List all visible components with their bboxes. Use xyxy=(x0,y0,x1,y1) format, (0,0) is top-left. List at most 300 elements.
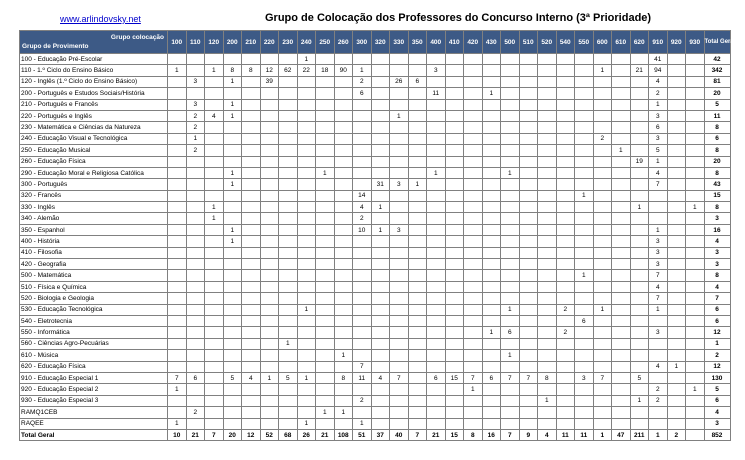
table-cell xyxy=(205,259,224,270)
table-cell xyxy=(427,418,446,429)
table-cell: 6 xyxy=(408,76,427,87)
table-cell xyxy=(297,122,316,133)
table-cell: 3 xyxy=(575,372,594,383)
row-label: RAQEE xyxy=(20,418,168,429)
row-label: 260 - Educação Física xyxy=(20,156,168,167)
table-cell xyxy=(242,202,261,213)
table-cell: 1 xyxy=(630,395,649,406)
table-cell xyxy=(168,110,187,121)
table-cell xyxy=(482,76,501,87)
table-cell: 1 xyxy=(334,350,353,361)
column-header: 120 xyxy=(205,31,224,54)
table-cell xyxy=(260,156,279,167)
table-cell: 1 xyxy=(297,304,316,315)
table-cell xyxy=(260,315,279,326)
table-cell xyxy=(371,384,390,395)
table-cell xyxy=(593,202,612,213)
table-cell xyxy=(445,76,464,87)
table-cell xyxy=(371,110,390,121)
table-cell xyxy=(186,361,205,372)
table-cell xyxy=(501,270,520,281)
table-row xyxy=(20,99,731,110)
table-cell xyxy=(556,407,575,418)
table-cell xyxy=(445,167,464,178)
table-cell xyxy=(427,213,446,224)
table-cell xyxy=(612,156,631,167)
table-cell xyxy=(464,122,483,133)
table-cell xyxy=(186,213,205,224)
website-link[interactable]: www.arlindovsky.net xyxy=(60,14,141,24)
table-cell xyxy=(260,384,279,395)
table-cell xyxy=(593,224,612,235)
table-cell xyxy=(168,54,187,65)
table-cell xyxy=(556,190,575,201)
row-total-cell: 6 xyxy=(704,395,730,406)
table-cell xyxy=(649,372,668,383)
table-cell xyxy=(408,372,427,383)
table-cell xyxy=(334,156,353,167)
table-cell xyxy=(260,270,279,281)
table-cell xyxy=(538,259,557,270)
table-cell: 15 xyxy=(445,429,464,440)
table-cell xyxy=(408,122,427,133)
table-cell xyxy=(686,145,705,156)
row-label: 610 - Música xyxy=(20,350,168,361)
table-cell xyxy=(556,213,575,224)
table-cell xyxy=(168,156,187,167)
table-cell xyxy=(445,361,464,372)
table-cell xyxy=(575,88,594,99)
table-cell xyxy=(427,293,446,304)
table-row xyxy=(20,179,731,190)
table-cell xyxy=(538,156,557,167)
table-cell xyxy=(501,122,520,133)
table-cell xyxy=(316,361,335,372)
total-label: Total Geral xyxy=(20,429,168,440)
table-cell xyxy=(205,179,224,190)
row-total-cell: 8 xyxy=(704,167,730,178)
table-cell xyxy=(686,259,705,270)
table-cell: 1 xyxy=(279,338,298,349)
table-cell xyxy=(260,122,279,133)
table-cell xyxy=(445,202,464,213)
table-cell xyxy=(538,224,557,235)
table-cell xyxy=(260,281,279,292)
table-cell xyxy=(260,179,279,190)
table-cell xyxy=(408,88,427,99)
table-cell xyxy=(501,110,520,121)
table-cell xyxy=(649,418,668,429)
table-cell xyxy=(279,110,298,121)
table-cell: 7 xyxy=(390,372,409,383)
table-cell xyxy=(501,145,520,156)
table-cell xyxy=(186,315,205,326)
table-cell: 26 xyxy=(297,429,316,440)
table-cell xyxy=(538,384,557,395)
table-cell xyxy=(168,236,187,247)
table-cell xyxy=(575,110,594,121)
row-label: 120 - Inglês (1.º Ciclo do Ensino Básico) xyxy=(20,76,168,87)
table-cell xyxy=(168,315,187,326)
table-cell xyxy=(501,259,520,270)
table-cell xyxy=(556,315,575,326)
row-total-cell: 8 xyxy=(704,270,730,281)
total-column-header: Total Geral xyxy=(704,31,730,54)
table-cell: 4 xyxy=(205,110,224,121)
table-cell xyxy=(297,281,316,292)
table-cell: 6 xyxy=(353,88,372,99)
table-cell: 7 xyxy=(168,372,187,383)
table-cell xyxy=(371,361,390,372)
table-cell xyxy=(353,350,372,361)
row-label: RAMQ1CEB xyxy=(20,407,168,418)
table-cell xyxy=(593,190,612,201)
table-cell xyxy=(205,315,224,326)
table-cell xyxy=(667,145,686,156)
row-label: 620 - Educação Física xyxy=(20,361,168,372)
table-cell xyxy=(667,156,686,167)
table-cell xyxy=(630,304,649,315)
table-cell xyxy=(593,88,612,99)
table-cell xyxy=(630,247,649,258)
table-cell xyxy=(186,270,205,281)
table-cell xyxy=(297,110,316,121)
table-cell xyxy=(501,361,520,372)
table-cell xyxy=(242,179,261,190)
table-cell xyxy=(630,213,649,224)
table-cell xyxy=(501,281,520,292)
table-cell: 21 xyxy=(427,429,446,440)
table-cell xyxy=(538,122,557,133)
table-cell xyxy=(316,156,335,167)
table-cell: 1 xyxy=(371,224,390,235)
table-cell xyxy=(223,145,242,156)
table-cell xyxy=(279,145,298,156)
table-cell xyxy=(482,224,501,235)
table-cell xyxy=(242,327,261,338)
table-cell xyxy=(390,259,409,270)
table-cell: 7 xyxy=(501,372,520,383)
table-cell xyxy=(464,224,483,235)
table-cell xyxy=(334,236,353,247)
table-cell xyxy=(168,361,187,372)
table-cell xyxy=(279,156,298,167)
table-cell xyxy=(667,350,686,361)
table-cell xyxy=(408,315,427,326)
table-cell xyxy=(519,281,538,292)
table-cell xyxy=(334,145,353,156)
table-cell: 68 xyxy=(279,429,298,440)
table-cell xyxy=(575,327,594,338)
table-cell xyxy=(538,88,557,99)
table-cell: 39 xyxy=(260,76,279,87)
table-cell: 37 xyxy=(371,429,390,440)
table-cell xyxy=(538,338,557,349)
table-cell xyxy=(408,361,427,372)
table-cell xyxy=(538,327,557,338)
table-cell xyxy=(316,304,335,315)
row-label: 230 - Matemática e Ciências da Natureza xyxy=(20,122,168,133)
row-total-cell: 11 xyxy=(704,110,730,121)
table-cell: 2 xyxy=(186,110,205,121)
table-cell xyxy=(205,281,224,292)
table-cell xyxy=(593,338,612,349)
row-label: 410 - Filosofia xyxy=(20,247,168,258)
table-cell: 1 xyxy=(353,65,372,76)
row-total-cell: 8 xyxy=(704,122,730,133)
table-cell: 90 xyxy=(334,65,353,76)
table-cell xyxy=(556,270,575,281)
table-cell: 62 xyxy=(279,65,298,76)
table-cell xyxy=(353,54,372,65)
table-cell xyxy=(445,418,464,429)
table-cell: 2 xyxy=(649,88,668,99)
table-cell xyxy=(316,110,335,121)
table-cell xyxy=(334,167,353,178)
table-cell xyxy=(575,259,594,270)
table-cell xyxy=(519,259,538,270)
table-cell xyxy=(686,110,705,121)
table-cell xyxy=(519,236,538,247)
table-cell xyxy=(612,224,631,235)
row-label: 300 - Português xyxy=(20,179,168,190)
table-cell xyxy=(316,179,335,190)
row-total-cell: 4 xyxy=(704,236,730,247)
table-cell xyxy=(334,213,353,224)
column-header: 240 xyxy=(297,31,316,54)
column-header: 610 xyxy=(612,31,631,54)
column-header: 110 xyxy=(186,31,205,54)
table-cell xyxy=(205,76,224,87)
table-cell xyxy=(519,88,538,99)
table-cell xyxy=(297,350,316,361)
table-cell xyxy=(408,327,427,338)
table-cell: 4 xyxy=(649,281,668,292)
table-cell xyxy=(260,224,279,235)
table-cell: 1 xyxy=(538,395,557,406)
table-cell: 5 xyxy=(630,372,649,383)
table-cell xyxy=(501,315,520,326)
table-cell xyxy=(686,190,705,201)
table-cell xyxy=(630,76,649,87)
table-cell: 2 xyxy=(593,133,612,144)
table-cell xyxy=(334,190,353,201)
table-cell xyxy=(371,304,390,315)
table-cell xyxy=(464,213,483,224)
table-cell: 11 xyxy=(353,372,372,383)
table-cell xyxy=(445,270,464,281)
table-cell xyxy=(242,281,261,292)
table-cell xyxy=(482,122,501,133)
row-label: 520 - Biologia e Geologia xyxy=(20,293,168,304)
table-cell xyxy=(612,190,631,201)
table-cell xyxy=(464,293,483,304)
table-cell xyxy=(612,418,631,429)
table-cell xyxy=(686,315,705,326)
table-cell xyxy=(427,361,446,372)
row-group-label: Grupo de Provimento xyxy=(22,43,89,50)
table-cell xyxy=(501,407,520,418)
table-row xyxy=(20,54,731,65)
table-cell xyxy=(297,202,316,213)
table-cell xyxy=(260,407,279,418)
table-cell xyxy=(242,213,261,224)
table-cell xyxy=(427,407,446,418)
table-cell xyxy=(464,190,483,201)
table-cell: 6 xyxy=(649,122,668,133)
table-cell xyxy=(667,315,686,326)
table-cell xyxy=(519,156,538,167)
total-row xyxy=(20,429,731,440)
table-cell xyxy=(390,88,409,99)
table-cell: 1 xyxy=(667,361,686,372)
table-cell: 1 xyxy=(408,179,427,190)
table-cell: 4 xyxy=(649,167,668,178)
table-cell xyxy=(279,224,298,235)
table-cell xyxy=(612,202,631,213)
table-cell xyxy=(260,54,279,65)
table-cell: 8 xyxy=(223,65,242,76)
table-cell: 4 xyxy=(538,429,557,440)
table-cell xyxy=(297,315,316,326)
column-header: 430 xyxy=(482,31,501,54)
table-cell xyxy=(686,395,705,406)
table-cell xyxy=(556,167,575,178)
row-total-cell: 7 xyxy=(704,293,730,304)
table-cell xyxy=(186,395,205,406)
table-cell xyxy=(538,54,557,65)
table-cell xyxy=(260,236,279,247)
table-cell xyxy=(223,304,242,315)
table-cell xyxy=(297,190,316,201)
row-total-cell: 8 xyxy=(704,202,730,213)
table-cell xyxy=(445,190,464,201)
table-cell xyxy=(482,384,501,395)
table-cell xyxy=(316,236,335,247)
table-cell xyxy=(371,350,390,361)
table-cell xyxy=(445,259,464,270)
column-header: 930 xyxy=(686,31,705,54)
row-label: 560 - Ciências Agro-Pecuárias xyxy=(20,338,168,349)
table-cell xyxy=(519,167,538,178)
table-cell xyxy=(464,54,483,65)
page-title: Grupo de Colocação dos Professores do Concurso Interno (3ª Prioridade) xyxy=(265,12,652,24)
table-cell xyxy=(464,88,483,99)
row-label: 290 - Educação Moral e Religiosa Católica xyxy=(20,167,168,178)
table-cell xyxy=(538,361,557,372)
table-cell xyxy=(519,247,538,258)
table-cell xyxy=(686,270,705,281)
table-row xyxy=(20,156,731,167)
table-cell xyxy=(334,133,353,144)
table-cell xyxy=(482,65,501,76)
table-cell xyxy=(334,122,353,133)
table-cell xyxy=(316,395,335,406)
table-cell xyxy=(445,88,464,99)
table-cell: 5 xyxy=(223,372,242,383)
column-header: 420 xyxy=(464,31,483,54)
corner-header xyxy=(20,31,168,54)
table-cell xyxy=(538,202,557,213)
table-cell xyxy=(390,122,409,133)
table-cell xyxy=(279,384,298,395)
table-cell xyxy=(186,418,205,429)
table-row xyxy=(20,145,731,156)
table-cell xyxy=(556,99,575,110)
table-cell xyxy=(242,190,261,201)
table-cell xyxy=(242,110,261,121)
table-cell xyxy=(316,293,335,304)
table-cell xyxy=(445,65,464,76)
table-cell: 1 xyxy=(649,99,668,110)
table-cell xyxy=(297,361,316,372)
table-cell xyxy=(630,236,649,247)
table-cell: 10 xyxy=(353,224,372,235)
table-cell xyxy=(686,350,705,361)
row-label: 420 - Geografia xyxy=(20,259,168,270)
table-cell xyxy=(538,190,557,201)
table-cell xyxy=(297,247,316,258)
column-header: 250 xyxy=(316,31,335,54)
table-cell xyxy=(575,418,594,429)
table-cell xyxy=(667,224,686,235)
table-cell xyxy=(686,122,705,133)
table-cell xyxy=(316,418,335,429)
table-cell xyxy=(464,315,483,326)
table-cell: 2 xyxy=(353,76,372,87)
row-total-cell: 42 xyxy=(704,54,730,65)
table-cell xyxy=(538,179,557,190)
table-cell xyxy=(371,418,390,429)
table-cell xyxy=(556,122,575,133)
table-cell xyxy=(334,361,353,372)
table-cell xyxy=(445,145,464,156)
table-cell: 7 xyxy=(408,429,427,440)
table-cell xyxy=(279,327,298,338)
table-cell xyxy=(371,99,390,110)
table-cell xyxy=(686,429,705,440)
table-cell xyxy=(630,315,649,326)
table-cell xyxy=(538,145,557,156)
table-cell xyxy=(390,361,409,372)
table-cell xyxy=(353,122,372,133)
table-header-row xyxy=(20,31,731,54)
table-cell xyxy=(556,65,575,76)
column-header: 210 xyxy=(242,31,261,54)
table-cell xyxy=(242,304,261,315)
table-cell: 18 xyxy=(316,65,335,76)
row-label: 920 - Educação Especial 2 xyxy=(20,384,168,395)
table-cell xyxy=(464,65,483,76)
table-cell xyxy=(519,304,538,315)
row-label: 350 - Espanhol xyxy=(20,224,168,235)
row-total-cell: 12 xyxy=(704,327,730,338)
table-cell xyxy=(538,247,557,258)
table-cell xyxy=(501,338,520,349)
table-cell xyxy=(334,395,353,406)
table-cell xyxy=(612,236,631,247)
table-cell xyxy=(279,179,298,190)
table-cell: 52 xyxy=(260,429,279,440)
table-cell xyxy=(445,293,464,304)
table-cell: 94 xyxy=(649,65,668,76)
table-cell xyxy=(501,88,520,99)
table-cell xyxy=(316,259,335,270)
table-cell xyxy=(686,179,705,190)
table-cell xyxy=(519,270,538,281)
table-cell xyxy=(630,350,649,361)
table-cell xyxy=(575,361,594,372)
